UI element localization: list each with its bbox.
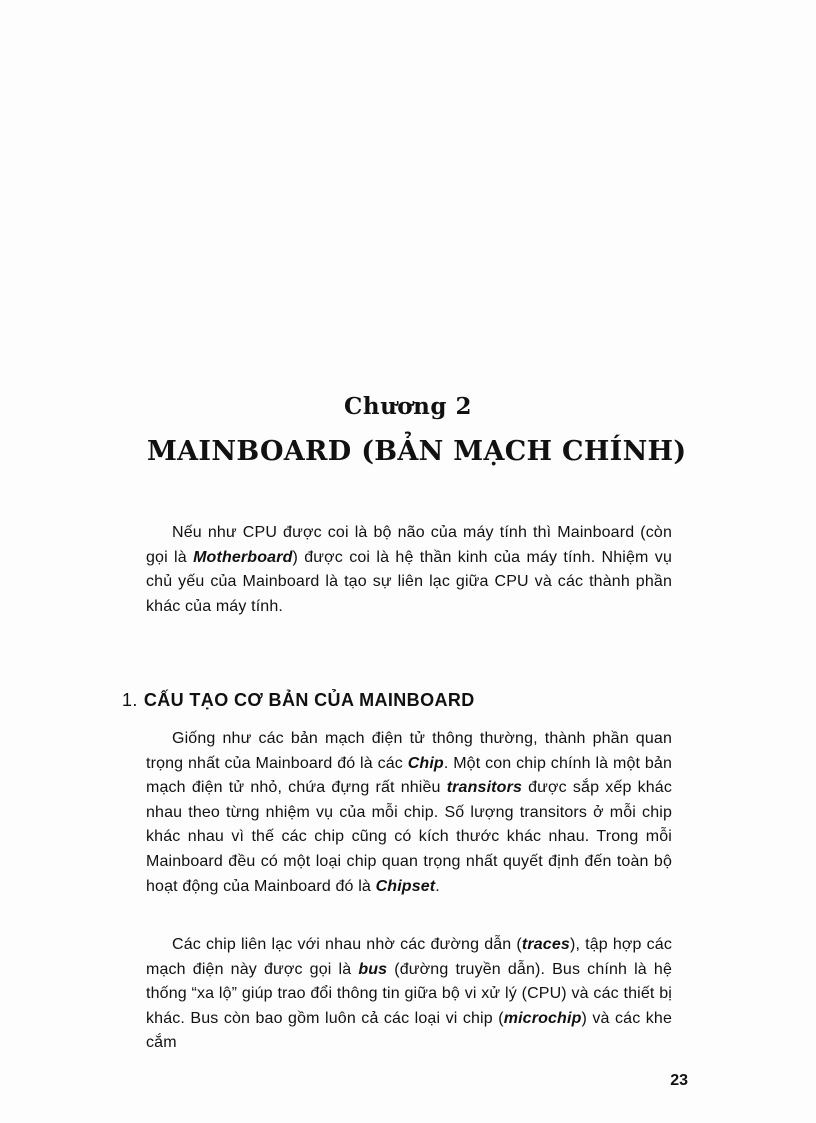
section-number: 1. [122,690,138,710]
para2-emphasis-traces: traces [521,936,570,953]
para1-emphasis-transitors: transitors [446,779,522,797]
section-paragraph-2 [146,933,672,1056]
para1-text-4: . [435,877,440,895]
chapter-title: MAINBOARD (BẢN MẠCH CHÍNH) [147,436,687,467]
chapter-label: Chương 2 [344,393,472,420]
para2-text-3: (đường truyền dẫn). Bus chính là hệ thống “xa lộ” giúp trao đổi thông tin giữa bộ vi xử lý (CPU) và các thiết bị khác. Bus còn bao gồm luôn cả các loại vi chip ( [146,960,672,1027]
para2-text-2: ), tập hợp các mạch điện này được gọi là [146,936,672,978]
intro-emphasis-motherboard: Motherboard [193,548,293,566]
intro-text-2: ) được coi là hệ thần kinh của máy tính. Nhiệm vụ chủ yếu của Mainboard là tạo sự liên lạc giữa CPU và các thành phần khác của máy tính. [146,548,672,615]
page-number: 23 [670,1072,688,1089]
section-title: CẤU TẠO CƠ BẢN CỦA MAINBOARD [143,690,475,710]
intro-text-1: Nếu như CPU được coi là bộ não của máy tính thì Mainboard (còn gọi là [146,524,672,566]
para1-emphasis-chip: Chip [407,754,444,772]
para2-text-1: Các chip liên lạc với nhau nhờ các đường dẫn ( [172,936,522,953]
para2-emphasis-microchip: microchip [503,1009,582,1027]
para1-text-2: . Một con chip chính là một bản mạch điện tử nhỏ, chứa đựng rất nhiều [146,754,672,797]
para1-text-3: được sắp xếp khác nhau theo từng nhiệm vụ của mỗi chip. Số lượng transitors ở mỗi chip khác nhau vì thế các chip cũng có kích thước khác nhau. Trong mỗi Mainboard đều có một loại chip quan trọng nhất quyết định đến toàn bộ hoạt động của Mainboard đó là [146,779,672,895]
para1-emphasis-chipset: Chipset [375,877,436,895]
para2-emphasis-bus: bus [358,960,388,978]
intro-paragraph [146,521,672,619]
section-heading [122,690,682,711]
para2-text-4: ) và các khe cắm [146,1009,673,1052]
section-paragraph-1 [146,727,672,899]
para1-text-1: Giống như các bản mạch điện tử thông thường, thành phần quan trọng nhất của Mainboard đó là các [146,730,672,772]
